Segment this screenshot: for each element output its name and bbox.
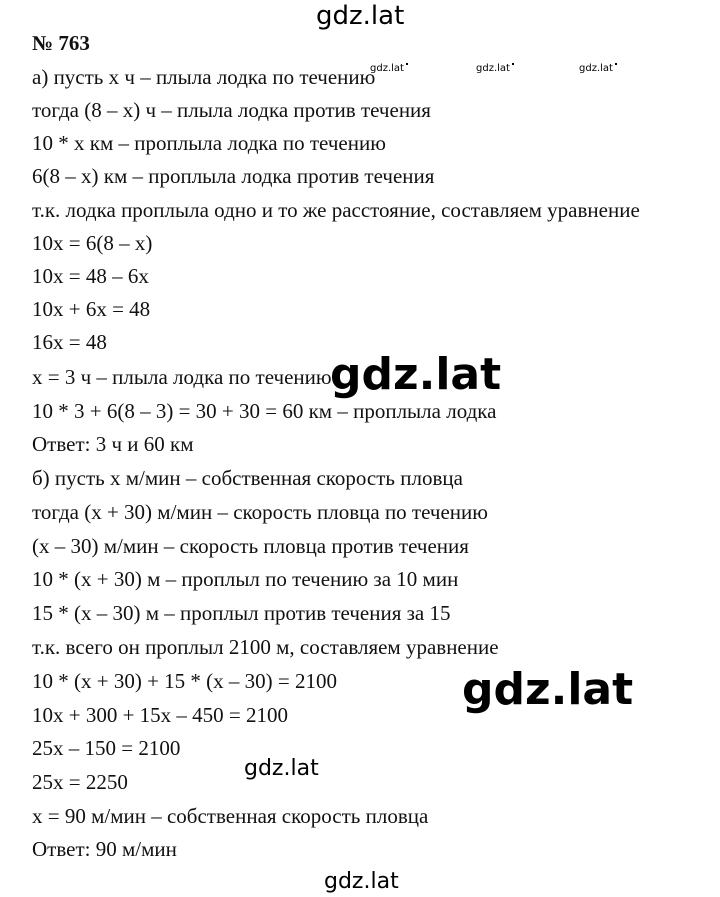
solution-line: тогда (8 – х) ч – плыла лодка против течения [32,98,431,122]
problem-number: № 763 [32,31,90,55]
solution-line: 6(8 – х) км – проплыла лодка против течения [32,164,435,188]
solution-line: 10 * 3 + 6(8 – 3) = 30 + 30 = 60 км – проплыла лодка [32,399,497,423]
equation-line: 25х = 2250 [32,770,128,794]
watermark: gdz.lat [316,1,405,31]
equation-line: 10х = 6(8 – х) [32,231,153,255]
equation-line: 10х = 48 – 6х [32,264,149,288]
watermark: gdz.lat [324,869,399,894]
watermark-small: gdz.lat [370,63,408,75]
equation-line: 10 * (х + 30) + 15 * (х – 30) = 2100 [32,669,338,693]
watermark-small: gdz.lat [476,63,514,75]
answer-line: Ответ: 3 ч и 60 км [32,432,194,456]
solution-line: х = 90 м/мин – собственная скорость пловца [32,804,429,828]
equation-line: 10х + 6х = 48 [32,297,151,321]
equation-line: 25х – 150 = 2100 [32,736,181,760]
watermark-large: gdz.lat [330,349,502,400]
watermark-large: gdz.lat [462,664,634,715]
solution-line: т.к. лодка проплыла одно и то же расстояние, составляем уравнение [32,198,640,222]
answer-line: Ответ: 90 м/мин [32,837,177,861]
solution-line: х = 3 ч – плыла лодка по течению [32,365,332,389]
solution-line: а) пусть х ч – плыла лодка по течению [32,65,376,89]
watermark-small: gdz.lat [579,63,617,75]
solution-line: т.к. всего он проплыл 2100 м, составляем уравнение [32,635,499,659]
solution-line: 15 * (х – 30) м – проплыл против течения за 15 [32,601,451,625]
equation-line: 10х + 300 + 15х – 450 = 2100 [32,703,289,727]
equation-line: 16х = 48 [32,330,107,354]
solution-line: 10 * (х + 30) м – проплыл по течению за 10 мин [32,567,459,591]
solution-line: б) пусть х м/мин – собственная скорость пловца [32,466,463,490]
solution-line: тогда (х + 30) м/мин – скорость пловца по течению [32,500,488,524]
solution-line: 10 * х км – проплыла лодка по течению [32,131,386,155]
watermark: gdz.lat [244,756,319,781]
solution-line: (х – 30) м/мин – скорость пловца против течения [32,534,469,558]
